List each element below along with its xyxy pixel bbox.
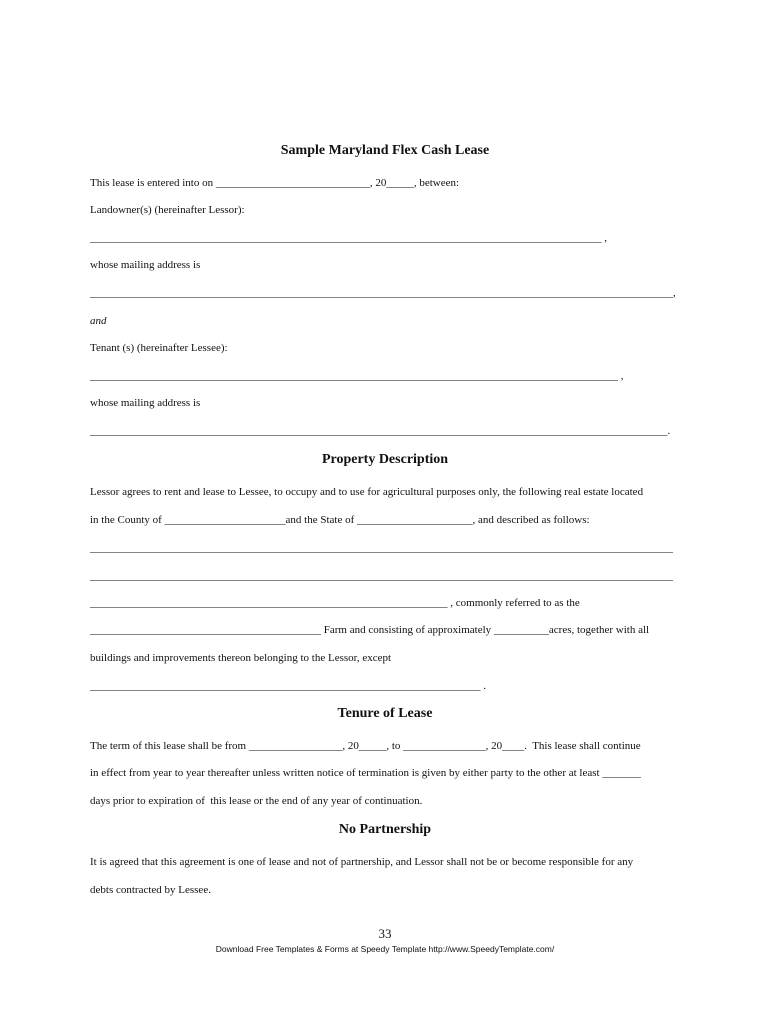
county-state-line: in the County of ______________________and the State of _____________________, and described as follows: xyxy=(90,514,590,526)
tenure-of-lease-heading: Tenure of Lease xyxy=(337,706,433,721)
and-text: and xyxy=(90,315,107,327)
document-title: Sample Maryland Flex Cash Lease xyxy=(280,143,490,158)
commonly-referred-line: _________________________________________________________________ , commonly referred to as the xyxy=(90,597,580,609)
page-number: 33 xyxy=(378,926,392,941)
tenure-text-line: days prior to expiration of this lease or the end of any year of continuation. xyxy=(90,795,423,807)
tenant-blank-line: ________________________________________________________________________________________________ , xyxy=(90,370,624,382)
no-partnership-heading: No Partnership xyxy=(338,822,432,837)
lessee-address-label: whose mailing address is xyxy=(90,397,201,409)
lessee-address-blank-line: _________________________________________________________________________________________________________. xyxy=(90,425,671,437)
partnership-text-line: debts contracted by Lessee. xyxy=(90,884,211,896)
lessor-address-label: whose mailing address is xyxy=(90,259,201,271)
tenant-label: Tenant (s) (hereinafter Lessee): xyxy=(90,342,228,354)
footer-download-text: Download Free Templates & Forms at Speedy Template http://www.SpeedyTemplate.com/ xyxy=(215,944,555,954)
buildings-text-line: buildings and improvements thereon belonging to the Lessor, except xyxy=(90,652,392,664)
partnership-text-line: It is agreed that this agreement is one of lease and not of partnership, and Lessor shall not be or become responsible for any xyxy=(90,856,634,868)
tenure-text-line: in effect from year to year thereafter unless written notice of termination is given by either party to the other at least _______ xyxy=(90,767,641,779)
lessor-address-blank-line: __________________________________________________________________________________________________________, xyxy=(90,287,676,299)
property-text-line: Lessor agrees to rent and lease to Lessee, to occupy and to use for agricultural purposes only, the following real estate located xyxy=(90,486,644,498)
tenure-text-line: The term of this lease shall be from _________________, 20_____, to _______________, 20____. This lease shall continue xyxy=(90,740,641,752)
landowner-blank-line: _____________________________________________________________________________________________ , xyxy=(90,232,607,244)
lease-date-line: This lease is entered into on ____________________________, 20_____, between: xyxy=(90,177,460,189)
description-blank-line: __________________________________________________________________________________________________________ xyxy=(90,570,673,582)
property-description-heading: Property Description xyxy=(321,452,449,467)
farm-acres-line: __________________________________________ Farm and consisting of approximately __________acres, together with all xyxy=(90,624,650,636)
description-blank-line: __________________________________________________________________________________________________________ xyxy=(90,542,673,554)
landowner-label: Landowner(s) (hereinafter Lessor): xyxy=(90,204,245,216)
except-blank-line: _______________________________________________________________________ . xyxy=(90,680,486,692)
